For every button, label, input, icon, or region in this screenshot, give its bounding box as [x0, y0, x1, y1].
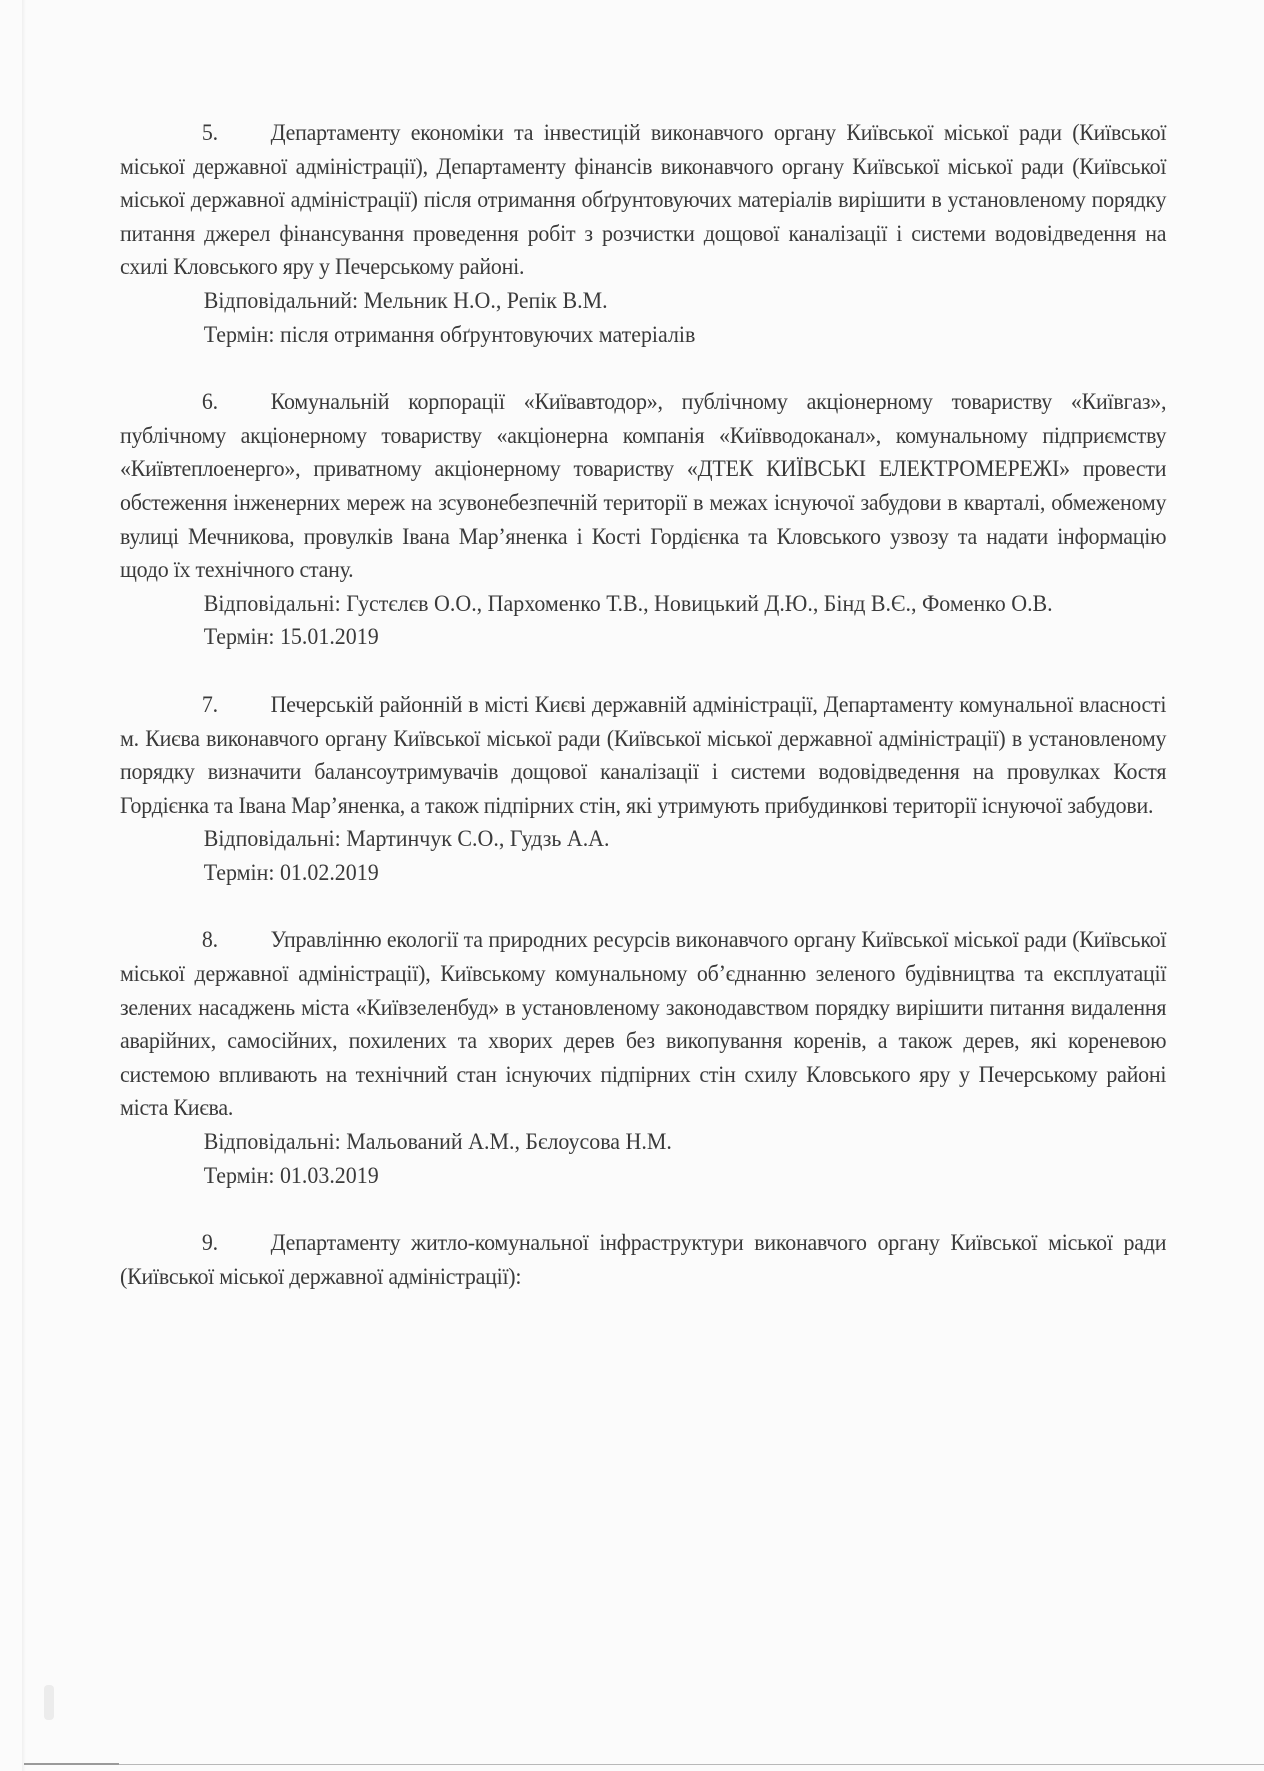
item-number: 9.	[201, 1230, 218, 1257]
item-text: 8. Управлінню екології та природних ресурсів виконавчого органу Київської міської ради (Київської міської державної адміністрації), Київському комунальному об’єднанню зеленого будівництва та експлуатації зелених насаджень міста «Київзеленбуд» в установленому законодавством порядку вирішити питання видалення аварійних, самосійних, похилених та хворих дерев без викопування коренів, а також дерев, які кореневою системою впливають на технічний стан існуючих підпірних стін схилу Кловського яру у Печерському районі міста Києва.	[120, 924, 1166, 1126]
item-7	[120, 689, 1166, 891]
responsible-line: Відповідальний: Мельник Н.О., Репік В.М.	[203, 287, 608, 314]
responsible-line: Відповідальні: Густєлєв О.О., Пархоменко Т.В., Новицький Д.Ю., Бінд В.Є., Фоменко О.В.	[203, 590, 1053, 617]
item-6	[120, 386, 1166, 655]
item-8	[120, 924, 1166, 1193]
item-number: 6.	[201, 389, 218, 416]
item-text: 7. Печерській районній в місті Києві державній адміністрації, Департаменту комунальної власності м. Києва виконавчого органу Київської міської ради (Київської міської державної адміністрації) в установленому порядку визначити балансоутримувачів дощової каналізації і системи водовідведення на провулках Костя Гордієнка та Івана Мар’яненка, а також підпірних стін, які утримують прибудинкові території існуючої забудови.	[120, 689, 1166, 823]
item-5	[120, 117, 1166, 352]
item-number: 7.	[201, 691, 218, 718]
item-number: 8.	[201, 927, 218, 954]
deadline-line: Термін: 01.03.2019	[203, 1162, 379, 1189]
scan-bottom-edge	[24, 1764, 1264, 1765]
responsible-line: Відповідальні: Мальований А.М., Бєлоусова Н.М.	[203, 1129, 672, 1156]
scan-artifact	[44, 1685, 54, 1720]
scan-bottom-edge-dark	[24, 1763, 119, 1765]
item-text: 5. Департаменту економіки та інвестицій виконавчого органу Київської міської ради (Київської міської державної адміністрації), Департаменту фінансів виконавчого органу Київської міської ради (Київської міської державної адміністрації) після отримання обґрунтовуючих матеріалів вирішити в установленому порядку питання джерел фінансування проведення робіт з розчистки дощової каналізації і системи водовідведення на схилі Кловського яру у Печерському районі.	[120, 117, 1166, 285]
item-text: 9. Департаменту житло-комунальної інфраструктури виконавчого органу Київської міської ради (Київської міської державної адміністрації):	[120, 1227, 1166, 1294]
scan-left-edge	[22, 0, 26, 1771]
deadline-line: Термін: 01.02.2019	[203, 859, 379, 886]
item-9	[120, 1227, 1166, 1294]
item-text: 6. Комунальній корпорації «Київавтодор», публічному акціонерному товариству «Київгаз», публічному акціонерному товариству «акціонерна компанія «Київводоканал», комунальному підприємству «Київтеплоенерго», приватному акціонерному товариству «ДТЕК КИЇВСЬКІ ЕЛЕКТРОМЕРЕЖІ» провести обстеження інженерних мереж на зсувонебезпечній території в межах існуючої забудови в кварталі, обмеженому вулиці Мечникова, провулків Івана Мар’яненка і Кості Гордієнка та Кловського узвозу та надати інформацію щодо їх технічного стану.	[120, 386, 1166, 588]
deadline-line: Термін: 15.01.2019	[203, 624, 379, 651]
responsible-line: Відповідальні: Мартинчук С.О., Гудзь А.А.	[203, 826, 610, 853]
item-number: 5.	[201, 120, 218, 146]
deadline-line: Термін: після отримання обґрунтовуючих матеріалів	[203, 321, 696, 348]
document-page	[120, 117, 1166, 1294]
